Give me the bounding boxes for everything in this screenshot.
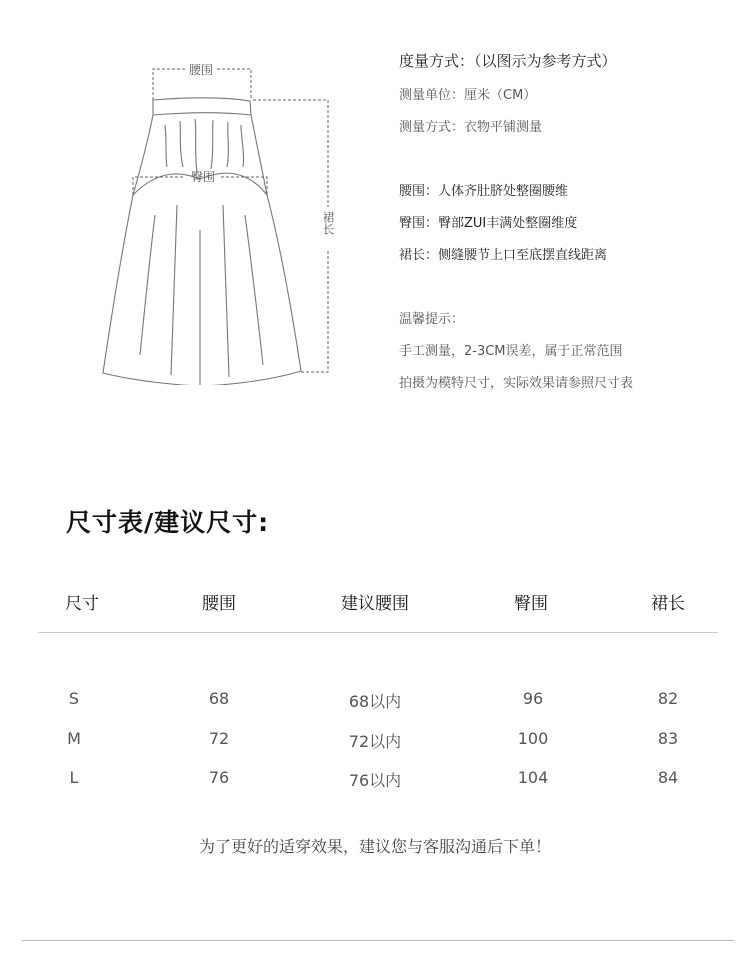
note-length-def: 裙长：侧缝腰节上口至底摆直线距离 <box>399 248 608 263</box>
row-m-length: 83 <box>657 729 679 748</box>
row-s-waist: 68 <box>208 689 230 708</box>
note-hip-def: 臀围：臀部ZUI丰满处整圈维度 <box>399 216 578 231</box>
row-m-hip: 100 <box>517 729 549 748</box>
lower-panel <box>103 195 301 385</box>
header-waist: 腰围 <box>202 594 236 614</box>
row-l-suggested: 76以内 <box>348 771 402 790</box>
waist-label: 腰围 <box>188 63 214 77</box>
row-s-size: S <box>68 689 80 708</box>
row-s-hip: 96 <box>522 689 544 708</box>
size-table-title: 尺寸表/建议尺寸: <box>66 508 270 537</box>
note-tip-1: 手工测量，2-3CM误差，属于正常范围 <box>399 344 623 359</box>
length-label: 裙长 <box>321 211 335 235</box>
header-divider <box>38 632 718 633</box>
row-s-length: 82 <box>657 689 679 708</box>
note-tip-title: 温馨提示： <box>399 312 465 327</box>
row-m-size: M <box>67 729 81 748</box>
bottom-divider <box>22 940 734 941</box>
note-waist-def: 腰围：人体齐肚脐处整圈腰维 <box>399 184 569 199</box>
header-size: 尺寸 <box>65 594 99 614</box>
header-suggested-waist: 建议腰围 <box>341 594 409 614</box>
row-m-suggested: 72以内 <box>348 732 402 751</box>
row-l-length: 84 <box>657 768 679 787</box>
row-s-suggested: 68以内 <box>348 692 402 711</box>
note-unit: 测量单位：厘米（CM） <box>399 88 537 103</box>
row-l-hip: 104 <box>517 768 549 787</box>
row-l-waist: 76 <box>208 768 230 787</box>
header-length: 裙长 <box>651 594 685 614</box>
row-l-size: L <box>69 768 79 787</box>
waistband <box>153 98 251 115</box>
length-guide <box>253 100 328 372</box>
note-tip-2: 拍摄为模特尺寸，实际效果请参照尺寸表 <box>399 376 634 391</box>
footer-note: 为了更好的适穿效果，建议您与客服沟通后下单！ <box>198 837 551 856</box>
skirt-diagram <box>95 55 345 385</box>
notes-title: 度量方式：（以图示为参考方式） <box>399 52 617 70</box>
note-method: 测量方式：衣物平铺测量 <box>399 120 543 135</box>
header-hip: 臀围 <box>514 594 548 614</box>
row-m-waist: 72 <box>208 729 230 748</box>
hip-label: 臀围 <box>190 170 216 184</box>
